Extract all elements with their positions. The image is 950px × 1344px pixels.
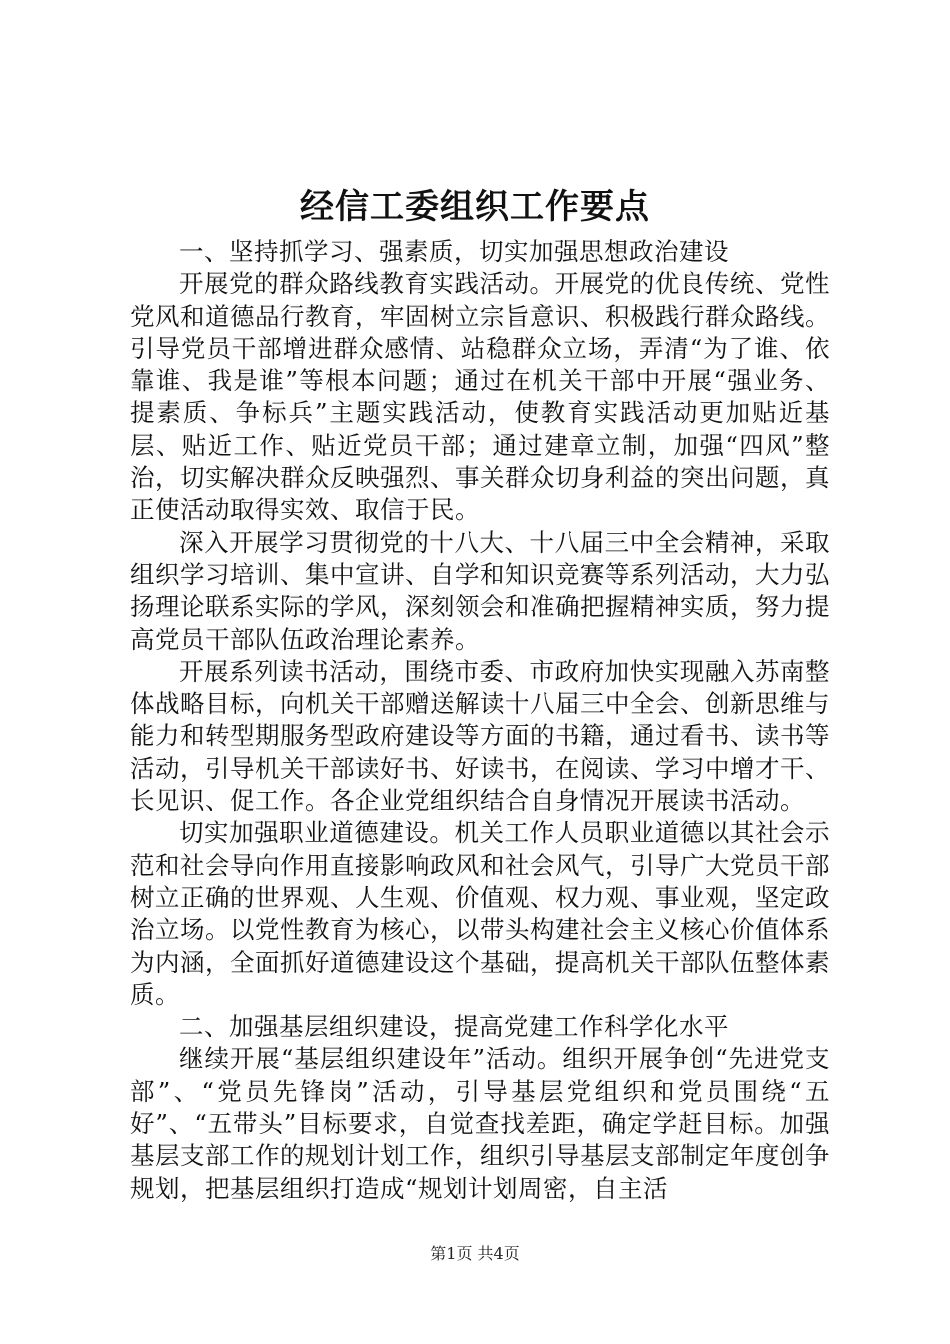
paragraph: 切实加强职业道德建设。机关工作人员职业道德以其社会示范和社会导向作用直接影响政风和社会风气，引导广大党员干部树立正确的世界观、人生观、价值观、权力观、事业观，坚定政治立场。以党性教育为核心，以带头构建社会主义核心价值体系为内涵，全面抓好道德建设这个基础，提高机关干部队伍整体素质。 — [130, 818, 830, 1009]
document-title: 经信工委组织工作要点 — [300, 187, 650, 227]
section-heading-1: 一、坚持抓学习、强素质，切实加强思想政治建设 — [179, 237, 729, 266]
paragraph: 深入开展学习贯彻党的十八大、十八届三中全会精神，采取组织学习培训、集中宣讲、自学和知识竞赛等系列活动，大力弘扬理论联系实际的学风，深刻领会和准确把握精神实质，努力提高党员干部队伍政治理论素养。 — [130, 527, 830, 654]
document-body — [130, 236, 830, 1205]
paragraph: 继续开展“基层组织建设年”活动。组织开展争创“先进党支部”、“党员先锋岗”活动，引导基层党组织和党员围绕“五好”、“五带头”目标要求，自觉查找差距，确定学赶目标。加强基层支部工作的规划计划工作，组织引导基层支部制定年度创争规划，把基层组织打造成“规划计划周密，自主活 — [130, 1044, 830, 1203]
section-heading-2: 二、加强基层组织建设，提高党建工作科学化水平 — [179, 1012, 729, 1042]
paragraph: 开展系列读书活动，围绕市委、市政府加快实现融入苏南整体战略目标，向机关干部赠送解读十八届三中全会、创新思维与能力和转型期服务型政府建设等方面的书籍，通过看书、读书等活动，引导机关干部读好书、好读书，在阅读、学习中增才干、长见识、促工作。各企业党组织结合自身情况开展读书活动。 — [130, 656, 830, 816]
paragraph: 开展党的群众路线教育实践活动。开展党的优良传统、党性党风和道德品行教育，牢固树立宗旨意识、积极践行群众路线。引导党员干部增进群众感情、站稳群众立场，弄清“为了谁、依靠谁、我是谁”等根本问题；通过在机关干部中开展“强业务、提素质、争标兵”主题实践活动，使教育实践活动更加贴近基层、贴近工作、贴近党员干部；通过建章立制，加强“四风”整治，切实解决群众反映强烈、事关群众切身利益的突出问题，真正使活动取得实效、取信于民。 — [130, 269, 830, 525]
page-footer: 第1页 共4页 — [430, 1244, 520, 1263]
